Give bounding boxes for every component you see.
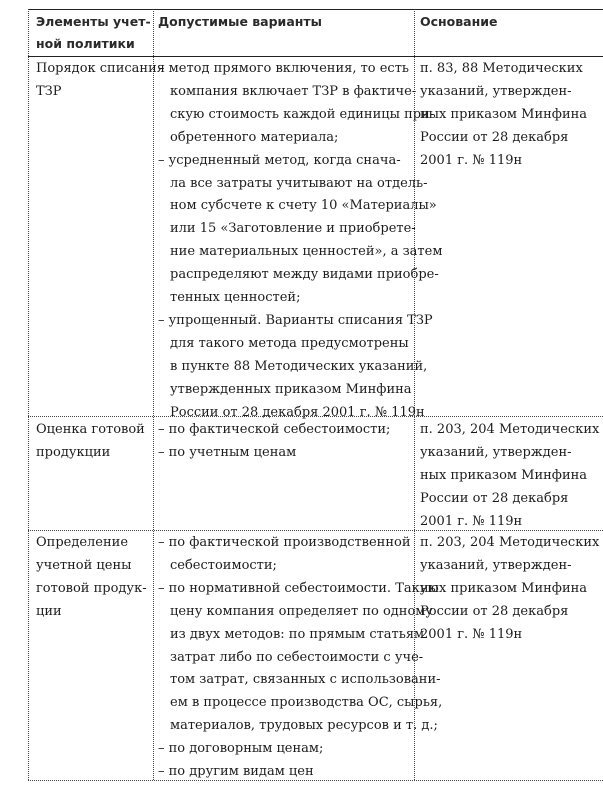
row1-variant-line: распределяют между видами приобре- xyxy=(170,267,439,283)
row3-variant-line: – по договорным ценам; xyxy=(158,741,324,757)
row1-variant-line: ла все затраты учитывают на отдель- xyxy=(170,175,428,191)
row3-basis-line: ных приказом Минфина xyxy=(420,580,588,596)
row3-basis-line: указаний, утвержден- xyxy=(420,557,572,573)
row3-element xyxy=(36,532,152,624)
row2-basis-line: России от 28 декабря xyxy=(420,490,569,506)
row3-variant-line: – по нормативной себестоимости. Такую xyxy=(158,580,439,596)
row3-variant-line: затрат либо по себестоимости с уче- xyxy=(170,649,424,665)
row1-basis xyxy=(420,58,598,173)
row1-element xyxy=(36,58,165,104)
row2-basis-line: п. 203, 204 Методических xyxy=(420,422,600,437)
row3-element-line: готовой продук- xyxy=(36,580,147,596)
table-top-rule xyxy=(28,9,603,10)
header-col-variants xyxy=(158,11,413,33)
row3-variant-line: – по другим видам цен xyxy=(158,764,314,780)
row1-variant-line: обретенного материала; xyxy=(170,129,339,145)
row3-basis-line: России от 28 декабря xyxy=(420,603,569,619)
row1-variant-line: – метод прямого включения, то есть xyxy=(158,61,409,76)
header-col-elements-line: ной политики xyxy=(36,36,135,51)
header-col-basis-text: Основание xyxy=(420,14,498,29)
header-col-variants-text: Допустимые варианты xyxy=(158,14,322,29)
row3-variant-line: ем в процессе производства ОС, сырья, xyxy=(170,695,443,711)
row1-basis-line: указаний, утвержден- xyxy=(420,83,572,99)
row3-variant-line: себестоимости; xyxy=(170,557,277,573)
row1-variant-line: скую стоимость каждой единицы при- xyxy=(170,106,435,122)
row2-basis-line: 2001 г. № 119н xyxy=(420,513,523,529)
row1-variant-line: или 15 «Заготовление и приобрете- xyxy=(170,221,416,237)
row1-variant-line: в пункте 88 Методических указаний, xyxy=(170,358,428,374)
row1-basis-line: п. 83, 88 Методических xyxy=(420,61,583,76)
row1-element-line: Порядок списания xyxy=(36,61,165,76)
row2-basis-line: указаний, утвержден- xyxy=(420,444,572,460)
row1-variant-line: тенных ценностей; xyxy=(170,290,301,306)
row1-variant-line: компания включает ТЗР в фактиче- xyxy=(170,83,417,99)
col-divider-1 xyxy=(153,9,155,780)
row1-basis-line: 2001 г. № 119н xyxy=(420,152,523,168)
row2-variants xyxy=(158,419,413,465)
header-col-elements xyxy=(36,11,152,55)
row2-element xyxy=(36,419,152,465)
row1-variant-line: ном субсчете к счету 10 «Материалы» xyxy=(170,198,437,214)
row3-element-line: Определение xyxy=(36,535,129,550)
row3-variants xyxy=(158,532,443,784)
row3-basis-line: п. 203, 204 Методических xyxy=(420,535,600,550)
header-bottom-rule xyxy=(28,56,603,57)
row3-variant-line: том затрат, связанных с использовани- xyxy=(170,672,441,688)
row3-variant-line: материалов, трудовых ресурсов и т. д.; xyxy=(170,718,438,734)
row1-variant-line: ние материальных ценностей», а затем xyxy=(170,244,443,260)
row3-variant-line: цену компания определяет по одному xyxy=(170,603,434,619)
col-divider-left xyxy=(28,9,30,780)
row1-basis-line: ных приказом Минфина xyxy=(420,106,588,122)
row1-variant-line: – упрощенный. Варианты списания ТЗР xyxy=(158,312,433,328)
header-col-basis xyxy=(420,11,598,33)
row3-variant-line: из двух методов: по прямым статьям xyxy=(170,626,425,642)
row3-element-line: ции xyxy=(36,603,62,619)
row2-variant-line: – по фактической себестоимости; xyxy=(158,422,391,437)
row1-variant-line: России от 28 декабря 2001 г. № 119н xyxy=(170,404,425,420)
header-col-elements-line: Элементы учет- xyxy=(36,14,151,29)
row1-variant-line: – усредненный метод, когда снача- xyxy=(158,152,401,168)
row3-variant-line: – по фактической производственной xyxy=(158,535,411,550)
row2-element-line: продукции xyxy=(36,444,111,460)
row1-variant-line: утвержденных приказом Минфина xyxy=(170,381,412,397)
row2-basis xyxy=(420,419,598,534)
row1-basis-line: России от 28 декабря xyxy=(420,129,569,145)
row3-basis-line: 2001 г. № 119н xyxy=(420,626,523,642)
row3-basis xyxy=(420,532,598,647)
row2-variant-line: – по учетным ценам xyxy=(158,444,297,460)
row2-element-line: Оценка готовой xyxy=(36,422,145,437)
row3-element-line: учетной цены xyxy=(36,557,132,573)
row2-basis-line: ных приказом Минфина xyxy=(420,467,588,483)
row1-variants xyxy=(158,58,443,425)
row1-variant-line: для такого метода предусмотрены xyxy=(170,335,409,351)
row1-element-line: ТЗР xyxy=(36,83,62,99)
